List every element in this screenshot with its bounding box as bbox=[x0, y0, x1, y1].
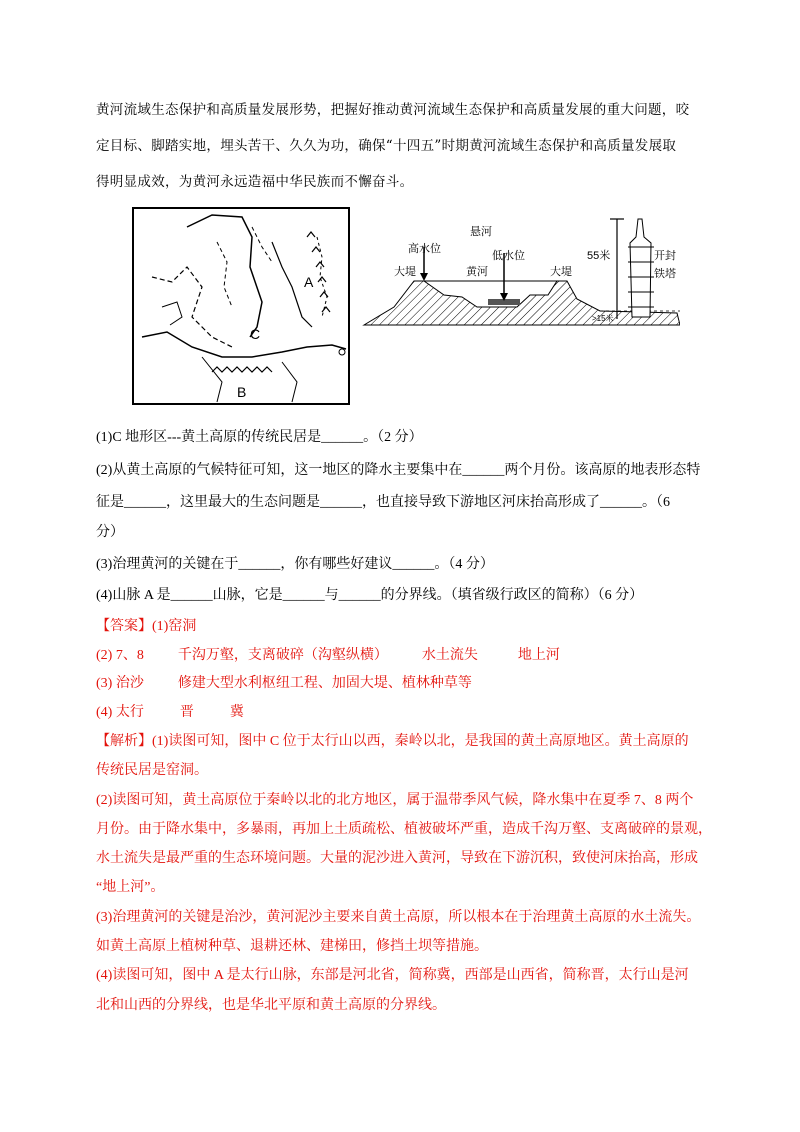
answer-4-num: (4) 太行 bbox=[96, 705, 144, 720]
answer-2-part1: 千沟万壑，支离破碎（沟壑纵横） bbox=[177, 648, 388, 663]
label-tower-1: 开封 bbox=[654, 250, 676, 262]
label-low-water: 低水位 bbox=[492, 250, 525, 262]
label-height: 55米 bbox=[587, 250, 611, 262]
answer-2-num: (2) 7、8 bbox=[96, 648, 144, 663]
analysis-line-5: 水土流失是最严重的生态环境问题。大量的泥沙进入黄河，导致在下游沉积，致使河床抬高，形成 bbox=[96, 851, 698, 866]
analysis-line-7: (3)治理黄河的关键是治沙，黄河泥沙主要来自黄土高原，所以根本在于治理黄土高原的水土流失。 bbox=[96, 910, 701, 925]
answer-4-part1: 晋 bbox=[179, 705, 194, 720]
answer-label: 【答案】 bbox=[96, 619, 152, 634]
analysis-label: 【解析】 bbox=[96, 734, 152, 749]
label-river: 黄河 bbox=[466, 266, 488, 278]
analysis-line-3: (2)读图可知，黄土高原位于秦岭以北的北方地区，属于温带季风气候，降水集中在夏季 7、8 两个 bbox=[96, 793, 694, 808]
label-levee-right: 大堤 bbox=[550, 266, 572, 278]
answer-line-1 bbox=[96, 615, 196, 635]
label-levee-left: 大堤 bbox=[394, 266, 416, 278]
question-2-line3: 分） bbox=[96, 525, 124, 540]
suspended-river-profile bbox=[364, 219, 680, 325]
answer-1: (1)窑洞 bbox=[152, 619, 197, 634]
answer-2-part2: 水土流失 bbox=[421, 648, 478, 663]
answer-line-4 bbox=[96, 701, 244, 721]
map-label-b: B bbox=[237, 384, 247, 400]
map-label-a: A bbox=[304, 274, 314, 290]
analysis-line-1 bbox=[96, 730, 689, 750]
analysis-line-4: 月份。由于降水集中，多暴雨，再加上土质疏松、植被破坏严重，造成千沟万壑、支离破碎的景观， bbox=[96, 822, 712, 837]
question-4: (4)山脉 A 是______山脉，它是______与______的分界线。（填省级行政区的简称）（6 分） bbox=[96, 588, 644, 603]
analysis-text: (1)读图可知，图中 C 位于太行山以西，秦岭以北，是我国的黄土高原地区。黄土高原的 bbox=[152, 734, 689, 749]
profile-title: 悬河 bbox=[470, 226, 492, 238]
label-tower-2: 铁塔 bbox=[654, 268, 676, 280]
intro-line: 定目标、脚踏实地，埋头苦干、久久为功，确保“十四五”时期黄河流域生态保护和高质量发展取 bbox=[96, 138, 677, 154]
label-depth: >15米 bbox=[592, 314, 614, 323]
question-2-line2: 征是______，这里最大的生态问题是______，也直接导致下游地区河床抬高形成了______。（6 bbox=[96, 495, 670, 510]
answer-4-part2: 冀 bbox=[229, 705, 244, 720]
answer-line-3 bbox=[96, 672, 472, 692]
analysis-line-10: 北和山西的分界线，也是华北平原和黄土高原的分界线。 bbox=[96, 998, 446, 1013]
answer-3-part1: 修建大型水利枢纽工程、加固大堤、植林种草等 bbox=[177, 676, 472, 691]
intro-line: 得明显成效，为黄河永远造福中华民族而不懈奋斗。 bbox=[96, 174, 414, 190]
yellow-river-map bbox=[133, 208, 349, 404]
analysis-line-6: “地上河”。 bbox=[96, 880, 165, 895]
map-label-c: C bbox=[250, 326, 261, 342]
question-3: (3)治理黄河的关键在于______，你有哪些好建议______。（4 分） bbox=[96, 557, 494, 572]
question-2-line1: (2)从黄土高原的气候特征可知，这一地区的降水主要集中在______两个月份。该高原的地表形态特 bbox=[96, 463, 701, 478]
intro-paragraph bbox=[96, 92, 716, 200]
figure bbox=[132, 207, 680, 407]
analysis-line-2: 传统民居是窑洞。 bbox=[96, 763, 208, 778]
answer-3-num: (3) 治沙 bbox=[96, 676, 144, 691]
question-1: (1)C 地形区---黄土高原的传统民居是______。（2 分） bbox=[96, 430, 423, 445]
label-high-water: 高水位 bbox=[408, 243, 441, 255]
intro-line: 黄河流域生态保护和高质量发展形势，把握好推动黄河流域生态保护和高质量发展的重大问题，咬 bbox=[96, 102, 690, 118]
answer-line-2 bbox=[96, 644, 560, 664]
analysis-line-9: (4)读图可知，图中 A 是太行山脉，东部是河北省，简称冀，西部是山西省，简称晋，太行山是河 bbox=[96, 968, 689, 983]
answer-2-part3: 地上河 bbox=[517, 648, 560, 663]
analysis-line-8: 如黄土高原上植树种草、退耕还林、建梯田，修挡土坝等措施。 bbox=[96, 939, 488, 954]
